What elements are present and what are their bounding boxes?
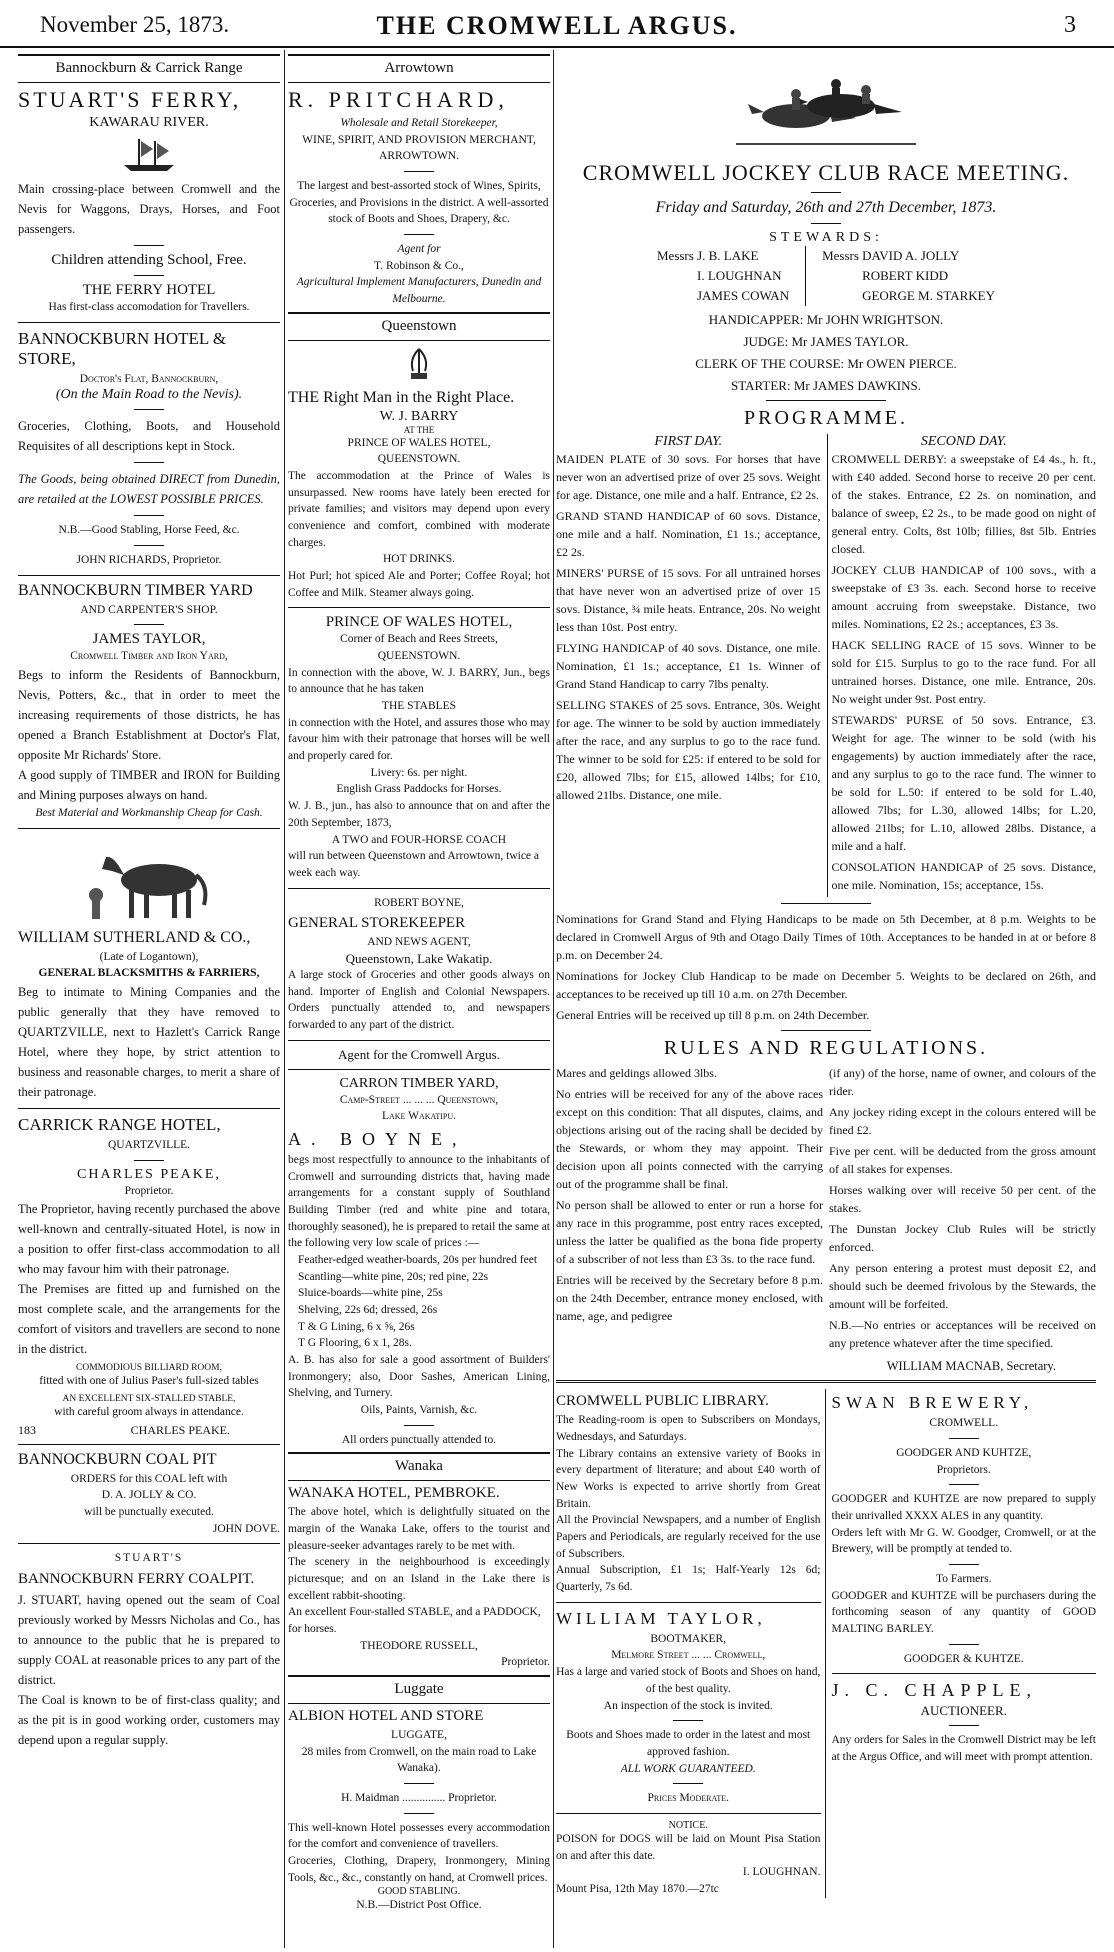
ad-name: JAMES TAYLOR,: [92, 631, 206, 648]
ad-signature: GOODGER & KUHTZE.: [903, 1652, 1024, 1665]
ad-note: Agent for: [397, 243, 441, 256]
ad-subtitle: THE STABLES: [381, 700, 457, 713]
race-dates: Friday and Saturday, 26th and 27th December, 1873.: [655, 199, 997, 216]
ad-name: A. BOYNE,: [288, 1128, 467, 1149]
secretary-signature: WILLIAM MACNAB, Secretary.: [886, 1359, 1056, 1374]
price-item: T & G Lining, 6 x ⅝, 26s: [298, 1320, 415, 1333]
race-entry: JOCKEY CLUB HANDICAP of 100 sovs., with a sweepstake of £3 3s. each. Second horse to receive amount accruing from sweepstake. Distance, two miles. Nominations, £2 2s.; acceptances, £3 3s.: [831, 563, 1096, 632]
ad-subtitle: (On the Main Road to the Nevis).: [55, 387, 243, 403]
ad-name: CHARLES PEAKE,: [77, 1166, 221, 1182]
nominations-note: Nominations for Jockey Club Handicap to be made on December 5. Weights to be declared on 26th, and acceptances to be received up till 10 a.m. on 27th December.: [556, 969, 1096, 1002]
official: STARTER: Mr JAMES DAWKINS.: [731, 378, 921, 394]
ad-note: Proprietor.: [501, 1656, 550, 1669]
column-3: [556, 50, 1096, 1948]
column-rule: [553, 50, 554, 1948]
ad-prince-of-wales: [288, 614, 550, 881]
ad-body: ORDERS for this COAL left with: [70, 1472, 228, 1485]
ad-subtitle: Proprietor.: [124, 1184, 174, 1197]
ad-note: Agent for the Cromwell Argus.: [338, 1046, 500, 1062]
ad-subtitle: Doctor's Flat, Bannockburn,: [79, 372, 219, 385]
ad-body: A large stock of Groceries and other goods always on hand. Importer of English and Colonial Newspapers. Orders punctually attended to, and newspapers forwarded to any part of the district.: [288, 968, 550, 1031]
race-entry: CONSOLATION HANDICAP of 25 sovs. Distance, one mile. Nomination, 15s; acceptance, 15s.: [831, 860, 1096, 893]
programme-heading: PROGRAMME.: [744, 407, 908, 430]
ad-note: English Grass Paddocks for Horses.: [336, 783, 502, 796]
ad-note: Best Material and Workmanship Cheap for Cash.: [35, 807, 263, 820]
ad-body: The Proprietor, having recently purchased the above well-known and centrally-situated Hotel, is now in a position to offer first-class accommodation to all who may favour him with their patronage.: [18, 1202, 280, 1277]
steward-name: Messrs J. B. LAKE: [656, 248, 759, 263]
ad-title: SWAN BREWERY,: [831, 1393, 1034, 1413]
ad-note: COMMODIOUS BILLIARD ROOM,: [76, 1363, 222, 1374]
nominations-note: General Entries will be received up till 8 p.m. on 24th December.: [556, 1008, 870, 1023]
section-heading: Luggate: [288, 1675, 550, 1704]
rule-item: N.B.—No entries or acceptances will be received on any pretence whatever after the time specified.: [829, 1318, 1096, 1351]
stewards-heading: STEWARDS:: [769, 230, 883, 245]
ad-coal-pit: [18, 1451, 280, 1538]
race-meeting-ad: [556, 56, 1096, 1374]
ad-subtitle: WINE, SPIRIT, AND PROVISION MERCHANT,: [302, 133, 536, 146]
ad-boyne: [288, 895, 550, 1063]
ad-body: A. B. has also for sale a good assortment of Builders' Ironmongery; also, Door Sashes, American Lining, Shelving, and Turnery.: [288, 1353, 550, 1400]
ad-note: AN EXCELLENT SIX-STALLED STABLE,: [62, 1394, 236, 1405]
column-rule: [284, 50, 285, 1948]
rule-item: Horses walking over will receive 50 per cent. of the stakes.: [829, 1183, 1096, 1216]
race-entry: SELLING STAKES of 25 sovs. Entrance, 30s. Weight for age. The winner to be sold by auction immediately after the race, and any surplus to go to the race fund. The winner to be sold for £25: if entered to be sold for £20, allowed 7lbs; for £15, allowed 14lbs; for £10, allowed 21lbs. Distance, one mile.: [556, 698, 821, 803]
ad-body: An excellent Four-stalled STABLE, and a PADDOCK, for horses.: [288, 1606, 541, 1636]
ad-body: Hot Purl; hot spiced Ale and Porter; Coffee Royal; hot Coffee and Milk. Steamer always going.: [288, 570, 550, 599]
ad-body: The scenery in the neighbourhood is exceedingly picturesque; and on an Island in the Lake there is excellent rabbit-shooting.: [288, 1556, 550, 1602]
ad-title: PRINCE OF WALES HOTEL,: [325, 614, 513, 631]
ad-wanaka-hotel: [288, 1485, 550, 1671]
ad-subtitle: STUART'S: [114, 1552, 184, 1565]
ad-body: The accommodation at the Prince of Wales is unsurpassed. New rooms have lately been erected for private families; and visitors may depend upon every convenience and comfort, combined with moderate charges.: [288, 470, 550, 549]
ad-note: Agricultural Implement Manufacturers, Dunedin and Melbourne.: [296, 276, 542, 306]
ad-subtitle: PRINCE OF WALES HOTEL,: [347, 436, 491, 449]
ad-note: GOOD STABLING.: [377, 1886, 461, 1898]
ad-title: J. C. CHAPPLE,: [831, 1680, 1038, 1701]
ad-note: Oils, Paints, Varnish, &c.: [360, 1403, 478, 1416]
price-item: Feather-edged weather-boards, 20s per hundred feet: [298, 1253, 538, 1266]
column-1: [18, 50, 280, 1948]
ad-subtitle: CROMWELL.: [929, 1417, 999, 1430]
ad-sutherland: [18, 835, 280, 1102]
ad-subtitle: GENERAL BLACKSMITHS & FARRIERS,: [38, 967, 260, 980]
ad-swan-brewery: [832, 1393, 1097, 1667]
ad-subtitle: LUGGATE,: [391, 1729, 447, 1742]
official: HANDICAPPER: Mr JOHN WRIGHTSON.: [708, 312, 944, 328]
steward-name: JAMES COWAN: [696, 288, 790, 304]
rule-item: Mares and geldings allowed 3lbs.: [556, 1066, 717, 1081]
rule-item: Any person entering a protest must deposit £2, and should such be deemed frivolous by the Stewards, the amount will be forfeited.: [829, 1261, 1096, 1312]
ad-name: D. A. JOLLY & CO.: [101, 1489, 197, 1502]
ad-subtitle: QUEENSTOWN.: [377, 453, 461, 466]
ad-title: BANNOCKBURN TIMBER YARD: [18, 581, 253, 599]
rules-heading: RULES AND REGULATIONS.: [663, 1037, 989, 1060]
ad-body: The Premises are fitted up and furnished on the most complete scale, and the arrangements for the comfort of visitors and travellers are second to none in the district.: [18, 1282, 280, 1357]
race-entry: MINERS' PURSE of 15 sovs. For all untrained horses that have never won an advertised prize of over 15 sovs. Distance, ¾ mile heats. Entrance, 20s. No weight less than 10st. Post entry.: [556, 566, 821, 635]
rule-item: (if any) of the horse, name of owner, and colours of the rider.: [829, 1066, 1096, 1099]
ad-note: N.B.—District Post Office.: [356, 1899, 482, 1912]
ad-title: CARRON TIMBER YARD,: [339, 1075, 499, 1091]
ad-note: Prices Moderate.: [647, 1792, 729, 1805]
ad-body: GOODGER and KUHTZE will be purchasers during the forthcoming season of any quantity of GOOD MALTING BARLEY.: [831, 1589, 1096, 1636]
ad-body: GOODGER and KUHTZE are now prepared to supply their unrivalled XXXX ALES in any quantity.: [831, 1493, 1096, 1523]
ad-subtitle: Wholesale and Retail Storekeeper,: [340, 117, 498, 129]
official: JUDGE: Mr JAMES TAYLOR.: [743, 334, 909, 350]
prince-of-wales-feathers-icon: [399, 345, 439, 385]
ad-title: STUART'S FERRY,: [18, 87, 242, 112]
column-2: [288, 50, 550, 1948]
ad-body: will be punctually executed.: [84, 1506, 214, 1519]
race-entry: CROMWELL DERBY: a sweepstake of £4 4s., h. ft., with £40 added. Second horse to receive 20 per cent. of the stakes. Entrance, £2 2s. on nomination, and balance of sweep, £2 2s., to be made good on night of general entry. Colts, 8st 10lb; fillies, 8st 5lb. Entries closed.: [831, 452, 1096, 557]
ad-body: Annual Subscription, £1 1s; Half-Yearly 12s 6d; Quarterly, 7s 6d.: [556, 1564, 821, 1594]
day-heading: SECOND DAY.: [920, 434, 1007, 450]
steward-name: I. LOUGHNAN: [696, 268, 782, 284]
ad-subtitle: KAWARAU RIVER.: [89, 115, 209, 130]
section-heading: Wanaka: [288, 1452, 550, 1481]
ad-note: fitted with one of Julius Paser's full-sized tables: [39, 1375, 259, 1388]
issue-date: November 25, 1873.: [40, 12, 230, 37]
steward-name: GEORGE M. STARKEY: [862, 288, 996, 304]
ad-stuarts-ferry: [18, 87, 280, 316]
race-entry: FLYING HANDICAP of 40 sovs. Distance, one mile. Nomination, £1 1s.; acceptance, £1 1s. Winner of Grand Stand Handicap to carry 7lbs penalty.: [556, 641, 821, 692]
ad-body: In connection with the above, W. J. BARRY, Jun., begs to announce that he has taken: [288, 666, 550, 696]
ad-subtitle: HOT DRINKS.: [383, 553, 455, 566]
ad-subtitle: AND NEWS AGENT,: [367, 936, 471, 949]
ad-title: BANNOCKBURN FERRY COALPIT.: [18, 1571, 255, 1588]
ad-body: The largest and best-assorted stock of Wines, Spirits, Groceries, and Provisions in the district. A well-assorted stock of Boots and Shoes, Drapery, &c.: [289, 180, 549, 226]
ad-title: R. PRITCHARD,: [288, 87, 509, 112]
ad-subtitle: To Farmers.: [936, 1573, 992, 1586]
ad-title: THE Right Man in the Right Place.: [288, 388, 515, 406]
ad-signature: CHARLES PEAKE.: [130, 1422, 230, 1437]
ad-name: T. Robinson & Co.,: [374, 259, 464, 272]
ad-title: ALBION HOTEL AND STORE: [288, 1708, 484, 1725]
ad-body: begs most respectfully to announce to the inhabitants of Cromwell and surrounding districts that, having made arrangements for a constant supply of Southland Building Timber (red and white pine and totara, thoroughly seasoned), he is prepared to retail the same at the following very low scale of prices :—: [288, 1153, 550, 1250]
ad-subtitle: QUARTZVILLE.: [107, 1139, 191, 1152]
stewards-list: [556, 246, 1096, 306]
steward-name: ROBERT KIDD: [862, 268, 949, 284]
rule-item: The Dunstan Jockey Club Rules will be strictly enforced.: [829, 1222, 1096, 1255]
ad-body: The Coal is known to be of first-class quality; and as the pit is in good working order, customers may depend upon a regular supply.: [18, 1693, 280, 1748]
ad-note: Children attending School, Free.: [51, 252, 247, 268]
newspaper-title: THE CROMWELL ARGUS.: [376, 11, 738, 40]
ad-carrick-range-hotel: [18, 1115, 280, 1438]
ad-body: The Reading-room is open to Subscribers on Mondays, Wednesdays, and Saturdays.: [556, 1414, 821, 1444]
race-entry: STEWARDS' PURSE of 50 sovs. Entrance, £3. Weight for age. The winner to be sold (with his engagements) by auction immediately after the race, and any surplus to go to the race fund. The winner to be sold for L.50: if entered to be sold for L.40, allowed 7lbs; for L.30, allowed 14lbs; for L.20, allowed 21lbs; for L.10, allowed 28lbs. Distance, a mile and a half.: [831, 713, 1096, 854]
ad-barry: [288, 345, 550, 602]
blacksmith-horse-icon: [84, 835, 214, 925]
ad-body: Beg to intimate to Mining Companies and the public generally that they have removed to QUARTZVILLE, next to Hazlett's Carrick Range Hotel, where they hope, by strict attention to business and reasonable charges, to merit a share of their patronage.: [18, 985, 280, 1100]
price-item: Shelving, 22s 6d; dressed, 26s: [298, 1303, 438, 1316]
ad-ferry-coalpit: [18, 1550, 280, 1750]
ad-body: will run between Queenstown and Arrowtown, twice a week each way.: [288, 850, 540, 879]
rules: [556, 1064, 1096, 1355]
ad-subtitle: Camp-Street ... ... ... Queenstown,: [339, 1093, 499, 1106]
ad-body: Groceries, Clothing, Drapery, Ironmongery, Mining Tools, &c., &c., constantly on hand, at Cromwell prices.: [288, 1855, 550, 1884]
official: CLERK OF THE COURSE: Mr OWEN PIERCE.: [695, 356, 957, 372]
price-item: Sluice-boards—white pine, 25s: [298, 1287, 443, 1300]
ad-william-taylor: [556, 1609, 821, 1807]
ad-name: W. J. BARRY: [379, 408, 459, 424]
ad-body: W. J. B., jun., has also to announce that on and after the 20th September, 1873,: [288, 800, 550, 829]
steward-name: Messrs DAVID A. JOLLY: [822, 248, 960, 263]
ad-note: Livery: 6s. per night.: [370, 766, 468, 779]
section-heading: Queenstown: [288, 312, 550, 341]
ad-signature: H. Maidman ............... Proprietor.: [341, 1792, 497, 1805]
ad-notice-poison: [556, 1820, 821, 1898]
ad-body: The Library contains an extensive variety of Books in every department of literature; and about £40 worth of New Works is expected to arrive shortly from Great Britain.: [556, 1447, 821, 1510]
racehorses-icon: [736, 56, 916, 156]
ad-title: BANNOCKBURN COAL PIT: [18, 1450, 217, 1468]
nominations-note: Nominations for Grand Stand and Flying Handicaps to be made on 5th December, at 8 p.m. Weights to be declared in Cromwell Argus of 9th and Otago Daily Times of 10th. Acceptances to be handed in at or before 8 p.m. on December 24.: [556, 912, 1096, 963]
race-entry: GRAND STAND HANDICAP of 60 sovs. Distance, one mile and a half. Nomination, £1 1s.; acceptance, £2 2s.: [556, 509, 821, 560]
ad-title: WANAKA HOTEL, PEMBROKE.: [288, 1485, 500, 1502]
ad-body: Orders left with Mr G. W. Goodger, Cromwell, or at the Brewery, will be promptly at tended to.: [831, 1526, 1096, 1556]
ad-title: WILLIAM TAYLOR,: [556, 1608, 766, 1628]
rule-item: Entries will be received by the Secretary before 8 p.m. on the 24th December, entrance money enclosed, with name, age, and pedigree: [556, 1273, 823, 1324]
ad-subtitle: AND CARPENTER'S SHOP.: [80, 603, 218, 616]
ad-note: ALL WORK GUARANTEED.: [620, 1762, 756, 1775]
ad-body: Main crossing-place between Cromwell and the Nevis for Waggons, Drays, Horses, and Foot passengers.: [18, 182, 280, 236]
ad-body: All the Provincial Newspapers, and a number of English Papers and Periodicals, are regularly received for the use of Subscribers.: [556, 1514, 821, 1560]
ad-subtitle: A TWO and FOUR-HORSE COACH: [331, 833, 507, 846]
ad-body: Boots and Shoes made to order in the latest and most approved fashion.: [566, 1729, 811, 1758]
ad-carron-timber: [288, 1076, 550, 1449]
ad-signature: JOHN DOVE.: [212, 1522, 280, 1535]
ad-public-library: [556, 1393, 821, 1595]
ad-title: BANNOCKBURN HOTEL & STORE,: [18, 328, 227, 368]
ad-body: An inspection of the stock is invited.: [603, 1699, 773, 1712]
ad-title: GENERAL STOREKEEPER: [288, 915, 466, 932]
ad-body: A good supply of TIMBER and IRON for Building and Mining purposes always on hand.: [18, 768, 280, 803]
price-item: T G Flooring, 6 x 1, 28s.: [298, 1337, 412, 1350]
ad-subtitle: Queenstown, Lake Wakatip.: [345, 950, 493, 966]
ad-number: 183: [18, 1422, 36, 1437]
rule-item: No person shall be allowed to enter or run a horse for any race in this programme, post entry races excepted, unless the latter be qualified as the bona fide property of a subscriber of not less than £3 3s. to the race fund.: [556, 1198, 823, 1267]
ad-subtitle: Corner of Beach and Rees Streets,: [340, 633, 498, 646]
ad-bannockburn-hotel: [18, 329, 280, 569]
ad-title: WILLIAM SUTHERLAND & CO.,: [18, 928, 251, 946]
ad-body: This well-known Hotel possesses every accommodation for the comfort and convenience of travellers.: [288, 1821, 550, 1851]
page-number: 3: [1064, 12, 1076, 38]
ad-subtitle: Melmore Street ... ... Cromwell,: [611, 1649, 766, 1662]
ad-body: The Goods, being obtained DIRECT from Dunedin, are retailed at the LOWEST POSSIBLE PRICES.: [18, 472, 280, 507]
ad-note: with careful groom always in attendance.: [54, 1406, 244, 1419]
ad-signature: JOHN RICHARDS, Proprietor.: [76, 554, 222, 567]
ad-signature: I. LOUGHNAN.: [742, 1866, 821, 1879]
ad-pritchard: [288, 87, 550, 308]
day-heading: FIRST DAY.: [654, 434, 723, 450]
ad-body: in connection with the Hotel, and assures those who may favour him with their patronage that horses will be well and properly cared for.: [288, 716, 550, 763]
ad-subtitle: Cromwell Timber and Iron Yard,: [70, 650, 228, 663]
ad-title: CARRICK RANGE HOTEL,: [18, 1115, 221, 1135]
price-list: [288, 1252, 550, 1352]
section-heading: Arrowtown: [288, 54, 550, 83]
ad-body: Any orders for Sales in the Cromwell District may be left at the Argus Office, and will meet with prompt attention.: [831, 1734, 1096, 1764]
race-entry: HACK SELLING RACE of 15 sovs. Winner to be sold for £15. Surplus to go to the race fund. For all untrained horses. Distance, one mile. Entrance, 20s. No weight under 9st. Post entry.: [831, 638, 1096, 707]
ad-name: ROBERT BOYNE,: [374, 896, 464, 909]
rule-item: Five per cent. will be deducted from the gross amount of all stakes for expenses.: [829, 1144, 1096, 1177]
ad-body: Begs to inform the Residents of Bannockburn, Nevis, Potters, &c., that in order to meet the increasing requirements of those districts, he has opened a Branch Establishment at Doctor's Flat, opposite Mr Richards' Store.: [18, 668, 280, 763]
ad-subtitle: AUCTIONEER.: [920, 1703, 1007, 1719]
ad-subtitle: (Late of Logantown),: [99, 950, 199, 963]
race-meeting-title: CROMWELL JOCKEY CLUB RACE MEETING.: [582, 160, 1070, 185]
rule-item: No entries will be received for any of the above races except on this condition: That all disputes, claims, and objections arising out of the racing shall be decided by the Stewards, or whom they may appoint. Their decision upon all points connected with the carrying out of the programme shall be final.: [556, 1087, 823, 1192]
ad-note: Mount Pisa, 12th May 1870.—27tc: [556, 1882, 719, 1895]
ad-body: J. STUART, having opened out the seam of Coal previously worked by Messrs Nicholas and Co., has to announce to the public that he is prepared to supply COAL at reasonable prices to any part of the district.: [18, 1593, 280, 1688]
race-entry: MAIDEN PLATE of 30 sovs. For horses that have never won an advertised prize of over 25 sovs. Weight for age. Distance, one mile and a half. Entrance, £2 2s.: [556, 452, 821, 503]
ad-bannockburn-timber: [18, 582, 280, 822]
ad-signature: THEODORE RUSSELL,: [360, 1639, 478, 1652]
ad-body: Groceries, Clothing, Boots, and Household Requisites of all descriptions kept in Stock.: [18, 419, 280, 454]
bottom-ads: [556, 1389, 1096, 1897]
ad-subtitle: BOOTMAKER,: [650, 1632, 727, 1645]
ad-subtitle: THE FERRY HOTEL: [82, 282, 216, 298]
ad-subtitle: QUEENSTOWN.: [377, 650, 461, 663]
ad-body: Has first-class accomodation for Travellers.: [48, 301, 250, 313]
ad-title: CROMWELL PUBLIC LIBRARY.: [556, 1393, 769, 1410]
ad-note: AT THE: [403, 424, 435, 435]
ad-name: GOODGER AND KUHTZE,: [896, 1447, 1032, 1460]
ad-body: POISON for DOGS will be laid on Mount Pisa Station on and after this date.: [556, 1832, 821, 1862]
programme-days: [556, 434, 1096, 897]
ad-subtitle: Proprietors.: [936, 1463, 991, 1476]
ad-note: All orders punctually attended to.: [341, 1433, 497, 1446]
ad-body: Has a large and varied stock of Boots and Shoes on hand, of the best quality.: [556, 1666, 821, 1695]
ad-note: N.B.—Good Stabling, Horse Feed, &c.: [58, 524, 240, 537]
ad-subtitle: ARROWTOWN.: [379, 150, 459, 163]
ad-chapple: [832, 1680, 1097, 1765]
ad-body: The above hotel, which is delightfully situated on the margin of the Wanaka Lake, offers to the tourist and pleasure-seeker advantages rarely to be met with.: [288, 1506, 550, 1552]
ad-subtitle: Lake Wakatipu.: [381, 1110, 457, 1123]
ad-albion-hotel: [288, 1708, 550, 1914]
section-heading: Bannockburn & Carrick Range: [18, 54, 280, 83]
rule-item: Any jockey riding except in the colours entered will be fined £2.: [829, 1105, 1096, 1138]
masthead: [0, 0, 1114, 48]
price-item: Scantling—white pine, 20s; red pine, 22s: [298, 1270, 489, 1283]
ship-icon: [119, 135, 179, 175]
ad-body: 28 miles from Cromwell, on the main road to Lake Wanaka).: [301, 1745, 537, 1775]
ad-title: NOTICE.: [668, 1819, 708, 1831]
